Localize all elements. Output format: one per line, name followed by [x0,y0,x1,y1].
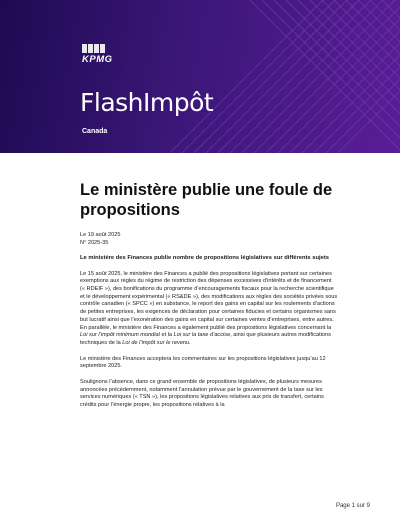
article-lead: Le ministère des Finances publie nombre de propositions législatives sur différents sujets [80,255,330,261]
paragraph-3: Soulignons l’absence, dans ce grand ensemble de propositions législatives, de plusieurs mesures annoncées précédemment, notamment l’annulation prévue par le gouvernement de la taxe sur les services numériques (« TSN »), les propositions législatives relatives aux prix de transfert, certains crédits pour l’énergie propre, les propositions relatives à la [80,379,324,409]
kpmg-logo-bars [82,44,105,53]
article-body [80,180,338,410]
paragraph-2: Le ministère des Finances acceptera les commentaires sur les propositions législatives jusqu’au 12 septembre 2025. [80,355,326,370]
page-number: Page 1 sur 9 [335,503,370,509]
publication-title: FlashImpôt [80,88,214,117]
kpmg-logo: KPMG [82,54,113,65]
article-date: Le 19 août 2025 [80,232,121,238]
article-title: Le ministère publie une foule de propositions [80,181,333,219]
paragraph-1: Le 15 août 2025, le ministère des Finances a publié des propositions législatives portant sur certaines exemptions aux règles du régime de restriction des dépenses excessives d’intérêts et de financement (« RDEIF »), des bonifications du programme d’encouragements fiscaux pour la recherche scientifique et le développement expérimental (« RS&DE »), des modifications aux règles des sociétés privées sous contrôle canadien (« SPCC ») en substance, le report des gains en capital sur les roulements d’actions de petites entreprises, les exigences de déclaration pour certaines fiducies et certains organismes sans but lucratif ainsi que l’exonération des gains en capital sur certaines ventes d’entreprises, entre autres. En parallèle, le ministère des Finances a également publié des propositions législatives concernant la Loi sur l’impôt minimum mondial et la Loi sur la taxe d’accise, ainsi que plusieurs autres modifications techniques de la Loi de l’impôt sur le revenu. [80,270,338,346]
article-number: N° 2025-35 [80,239,109,246]
article-meta [80,232,338,247]
header-banner [0,0,400,153]
decorative-lines [170,0,400,153]
publication-region: Canada [82,128,108,135]
